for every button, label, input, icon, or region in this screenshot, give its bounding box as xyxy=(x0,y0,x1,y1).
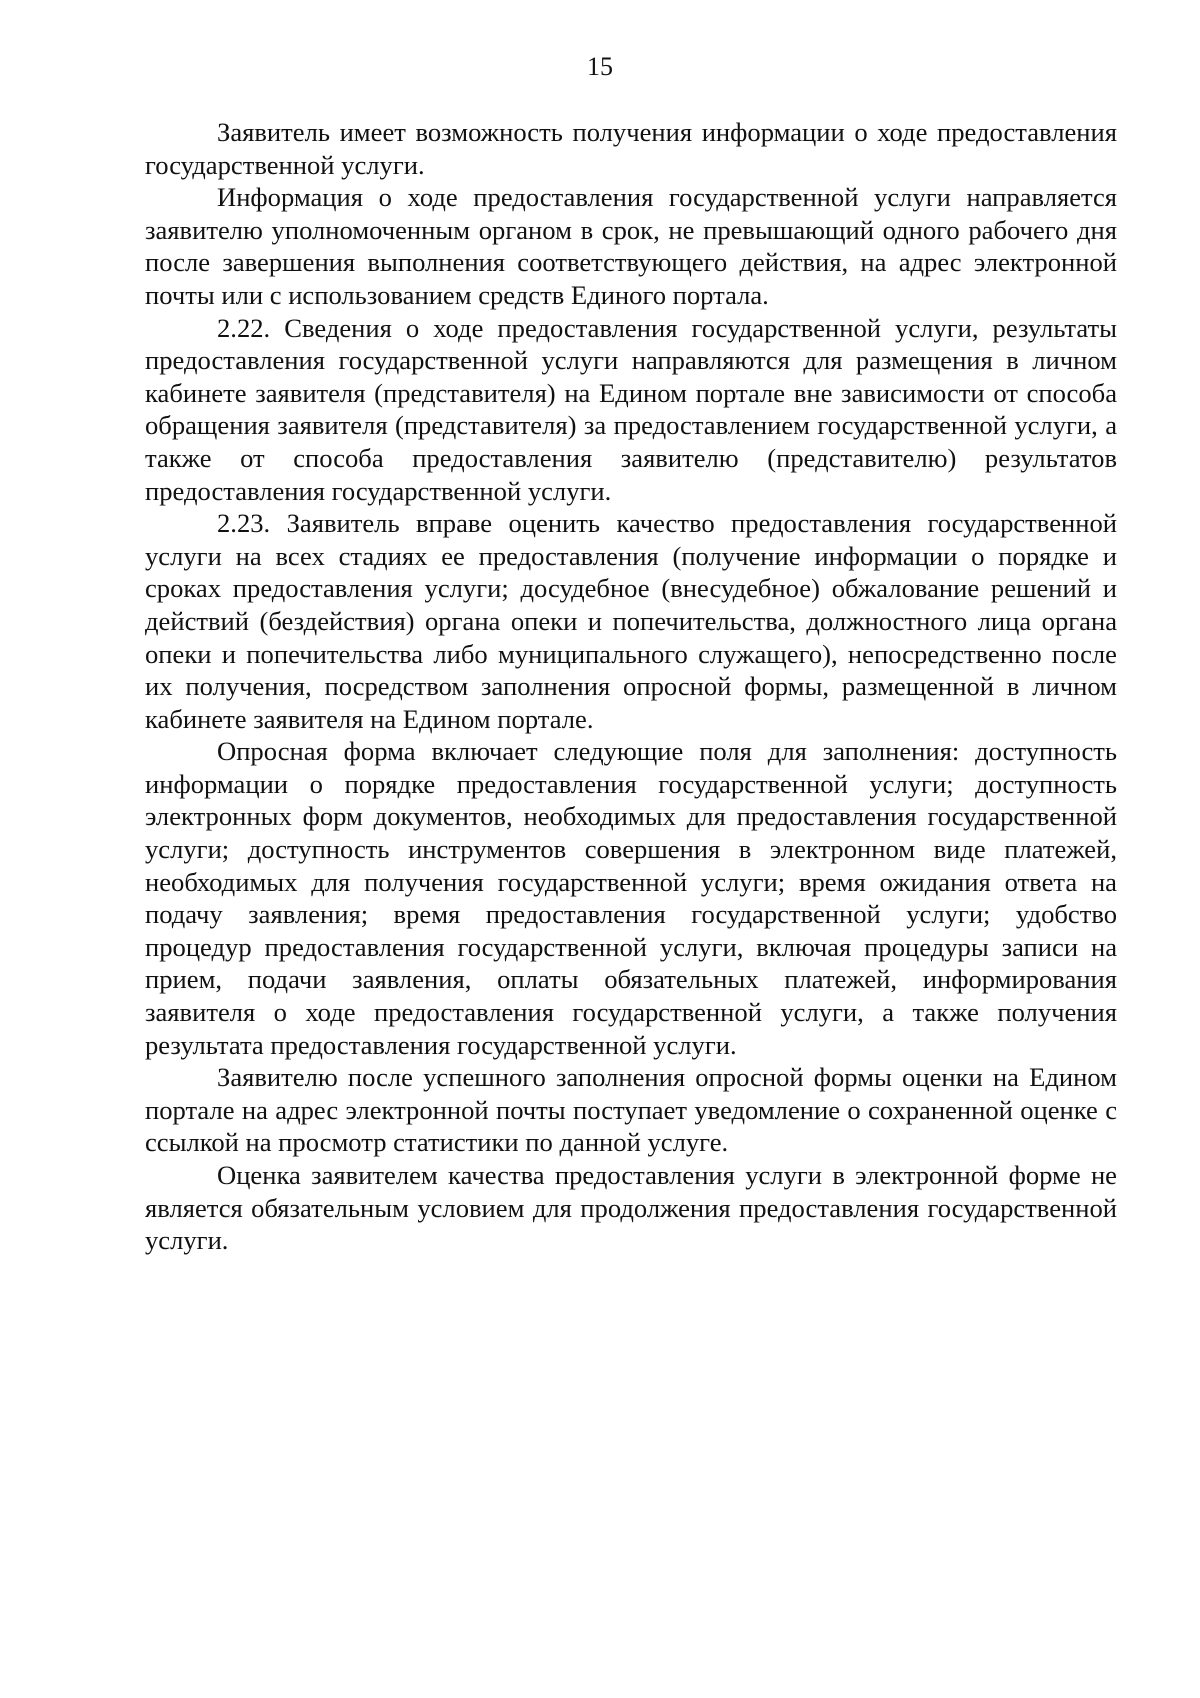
paragraph-section-2-23: 2.23. Заявитель вправе оценить качество предоставления государственной услуги на всех стадиях ее предоставления (получение информации о порядке и сроках предоставления услуги; досудебное (внесудебное) обжалование решений и действий (бездействия) органа опеки и попечительства, должностного лица органа опеки и попечительства либо муниципального служащего), непосредственно после их получения, посредством заполнения опросной формы, размещенной в личном кабинете заявителя на Едином портале. xyxy=(145,508,1117,734)
paragraph-evaluation-optional: Оценка заявителем качества предоставления услуги в электронной форме не является обязательным условием для продолжения предоставления государственной услуги. xyxy=(145,1160,1117,1256)
document-body xyxy=(145,116,1117,1257)
page-number: 15 xyxy=(587,52,613,81)
paragraph-survey-fields: Опросная форма включает следующие поля для заполнения: доступность информации о порядке предоставления государственной услуги; доступность электронных форм документов, необходимых для предоставления государственной услуги; доступность инструментов совершения в электронном виде платежей, необходимых для получения государственной услуги; время ожидания ответа на подачу заявления; время предоставления государственной услуги; удобство процедур предоставления государственной услуги, включая процедуры записи на прием, подачи заявления, оплаты обязательных платежей, информирования заявителя о ходе предоставления государственной услуги, а также получения результата предоставления государственной услуги. xyxy=(145,736,1117,1060)
paragraph-section-2-22: 2.22. Сведения о ходе предоставления государственной услуги, результаты предоставления государственной услуги направляются для размещения в личном кабинете заявителя (представителя) на Едином портале вне зависимости от способа обращения заявителя (представителя) за предоставлением государственной услуги, а также от способа предоставления заявителю (представителю) результатов предоставления государственной услуги. xyxy=(145,312,1117,506)
paragraph-info-delivery: Информация о ходе предоставления государственной услуги направляется заявителю уполномоченным органом в срок, не превышающий одного рабочего дня после завершения выполнения соответствующего действия, на адрес электронной почты или с использованием средств Единого портала. xyxy=(145,182,1117,310)
paragraph-info-availability: Заявитель имеет возможность получения информации о ходе предоставления государственной услуги. xyxy=(145,117,1117,180)
paragraph-survey-notification: Заявителю после успешного заполнения опросной формы оценки на Едином портале на адрес электронной почты поступает уведомление о сохраненной оценке с ссылкой на просмотр статистики по данной услуге. xyxy=(145,1062,1117,1158)
